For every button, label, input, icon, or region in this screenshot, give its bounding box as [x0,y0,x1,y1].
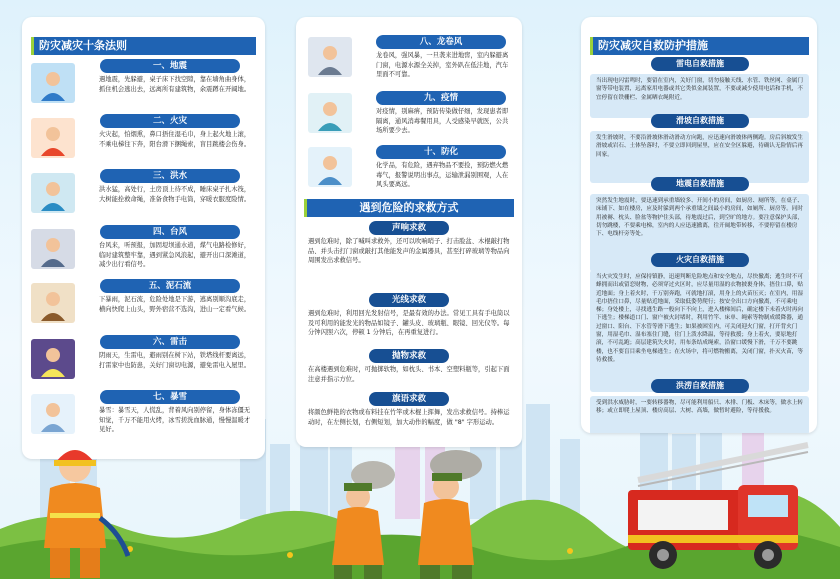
middle-item-text: 龙卷风，强风暴，一旦袭来进地窖，室内躲避离门窗，电源水源全关掉，室外趴在低洼地，汽车里面不可靠。 [376,52,509,79]
rescue-method-label: 旗语求救 [369,392,449,406]
right-item-label: 滑坡自救措施 [651,114,749,128]
tornado-icon [308,37,352,77]
right-item-label: 火灾自救措施 [651,253,749,267]
rescue-method-label: 声响求救 [369,221,449,235]
fire-icon [31,118,75,158]
right-item-text: 发生滑坡时，不要沿滑坡体滑动滑动方向跑，应迅速向滑坡体两侧跑。房后斜坡发生滑坡或岩石、土体坠落时，不要立即回到屋里，应在安全区躲避，待确认无险情后再回家。 [596,135,803,158]
left-panel-title: 防灾减灾十条法则 [31,37,256,55]
firefighter-illustration [20,438,130,579]
right-item-label: 洪涝自救措施 [651,379,749,393]
right-item-text: 突然发生地震时，要迅速到承重墙较多、开间小的房间，如厨房、厕所等，在桌子、床铺下、如在楼房，应及时躲到两个承重墙之间最小的房间，如厕所、厨房等。同时用被褥、枕头、脸盆等物护住头部，待地震过后，到空旷的地方。要注意保护头部，切勿跳楼，不要乘电梯，室内的人应迅速撤离，往开阔地带转移，不要停留在楼房下、电线杆旁等处。 [596,198,803,238]
rescue-method-text: 遇到危难时，除了喊叫求救外，还可以吹响哨子、打击脸盆、木棍敲打物品、并头击打门窗或敲打其他能发声的金属器具，甚至打碎玻璃等物品向周围发出求救信号。 [308,238,510,265]
left-item-label: 七、暴雪 [100,390,240,404]
right-item-box [590,396,809,433]
left-item-text: 洪水猛，高处行，土房顶上待不成，睡床桌子扎木筏，大树能拴救命绳，准备食物手电筒，穿暖衣服度险情。 [99,186,251,203]
middle-item-label: 十、防化 [376,145,506,159]
chemical-icon [308,147,352,187]
left-item-label: 二、火灾 [100,114,240,128]
left-item-label: 六、雷击 [100,335,240,349]
rescue-method-label: 光线求救 [369,293,449,307]
right-item-label: 地震自救措施 [651,177,749,191]
left-item-label: 四、台风 [100,225,240,239]
right-item-box [590,131,809,183]
middle-item-label: 九、疫情 [376,91,506,105]
left-item-label: 五、泥石流 [100,279,240,293]
left-item-text: 暴雪：暴雪天，人慌乱，背着风向别停留，身体冻僵无知觉，千万不能用火烤，冰雪搓洗血脉通，慢慢温暖才见好。 [99,407,251,434]
left-panel [22,17,265,459]
rescue-method-text: 遇到危难时，利用回光发射信号，是最有效的办法。常见工具有手电筒以及可利用的能发光的物品如镜子、罐头皮、玻璃瓶、眼镜、回光仪等。每分钟闪照六次，停顿 1 分钟后，在再重复进行。 [308,310,510,337]
mudslide-icon [31,283,75,323]
left-item-text: 台风来，听预报，加固堤坝通水道，煤气电路检修好，临时建筑整牢靠，遇到紧急风浪起，避开出口深滩道，减少出行看信号。 [99,242,251,269]
lightning-icon [31,339,75,379]
right-item-box [590,270,809,392]
flood-icon [31,173,75,213]
epidemic-icon [308,93,352,133]
right-item-text: 当出现电闪雷鸣时，要留在室内，关好门窗，切勿接触天线、水管、铁丝网、金属门窗等带电装置，远离家用电器或其它类似金属装置，不要或减少使用电话和手机，不宜停留在铁栅栏、金属晒衣绳附近。 [596,78,803,101]
right-item-box [590,74,809,118]
rescue-method-label: 抛物求救 [369,349,449,363]
rescue-section-title: 遇到危险的求救方式 [304,199,514,217]
middle-panel [296,17,522,447]
left-item-text: 下暴雨，泥石流，危险处地是下游，逃离别顺沟底走，横向快爬上山头，野外宿营不选沟，进山一定看气候。 [99,296,251,313]
right-panel-title: 防灾减灾自救防护措施 [590,37,809,55]
rescue-method-text: 在高楼遇到危难时，可抛掷软物，如枕头、书本、空塑料瓶等，引起下面注意并指示方位。 [308,366,510,383]
typhoon-icon [31,229,75,269]
left-item-label: 一、地震 [100,59,240,73]
left-item-label: 三、洪水 [100,169,240,183]
left-item-text: 遇地震，先躲避，桌子床下找空隙，靠在墙角曲身体，抓住机会逃出去，远离所有建筑物，余震蹲在开阔地。 [99,76,251,93]
left-item-text: 阴雨天，生雷电，避雨别在树下站，铁塔线杆要离远，打雷家中也防患，关好门窗切电源，避免雷电入屋里。 [99,352,251,369]
earthquake-icon [31,63,75,103]
right-panel [581,17,817,433]
middle-item-label: 八、龙卷风 [376,35,506,49]
right-item-text: 当火灾发生时，应保持镇静，迅速判断危险地点和安全地点，尽快撤离；逃生时不可蜂拥而出或留恋财物，必须穿过火区时，应尽量用湿的衣物披裹身体，捂住口鼻，贴近地面；身上着火时，千万别奔跑，可就地打滚，用身上的火苗压灭；在室内，用湿毛巾捂住口鼻，尽量贴近地面，采取低姿势爬行；按安全出口方向撤离，不可乘电梯；身处楼上，寻找逃生路一般向下不向上，进入楼梯间后，确定楼下未着火时再向下逃生；楼梯道口门、窗户被火封堵时，利用竹竿、床单、绳索等物制成缓降器，通过窗口、阳台、下水管等滑下逃生；如果被困室内，可关闭迎火门窗，打开背火门窗，用湿毛巾、湿布塞住门缝，往门上泼水降温，等待救援；身上着火，要原地打滚，不可乱跑；高层建筑失火时，用布条结成绳索，沿窗口缓慢下滑，千万不要跳楼，也不要盲目乘坐电梯逃生；在火场中，将可燃物搬离，关闭门窗，扑灭火苗，等待救援。 [596,274,803,363]
right-item-text: 受到洪水威胁时，一要转移器物，尽可能利用船只、木排、门板、木床等，做水上转移；或立即爬上屋顶、楼房高层、大树、高墙，做暂时避险，等待援救。 [596,400,803,415]
right-item-label: 雷电自救措施 [651,57,749,71]
middle-item-text: 对疫情，别麻痹，预防传染做仔细，发现患者即隔离，通风消毒餐用具，人受感染早就医，公共场所要少去。 [376,108,509,135]
rescue-method-text: 将颜色鲜艳的衣物或布料挂在竹竿或木棍上挥舞，发出求救信号。持棒运动时，在左侧长划，右侧短划，加大动作的幅度，做 "8" 字形运动。 [308,409,510,426]
left-item-text: 火灾起，怕烟熏，鼻口捂住湿毛巾，身上起火地上滚，不乘电梯往下奔，阳台滑下捆绳索，盲目跳楼会伤身。 [99,131,251,148]
fire-truck-illustration [618,440,818,579]
middle-item-text: 化学品，有危险，遇弃物品不要捡，预防燃火燃毒气，报警说明出事点，运输泄漏别围观，人在风头要离远。 [376,162,509,189]
rescuers-illustration [318,445,498,579]
snowstorm-icon [31,394,75,434]
